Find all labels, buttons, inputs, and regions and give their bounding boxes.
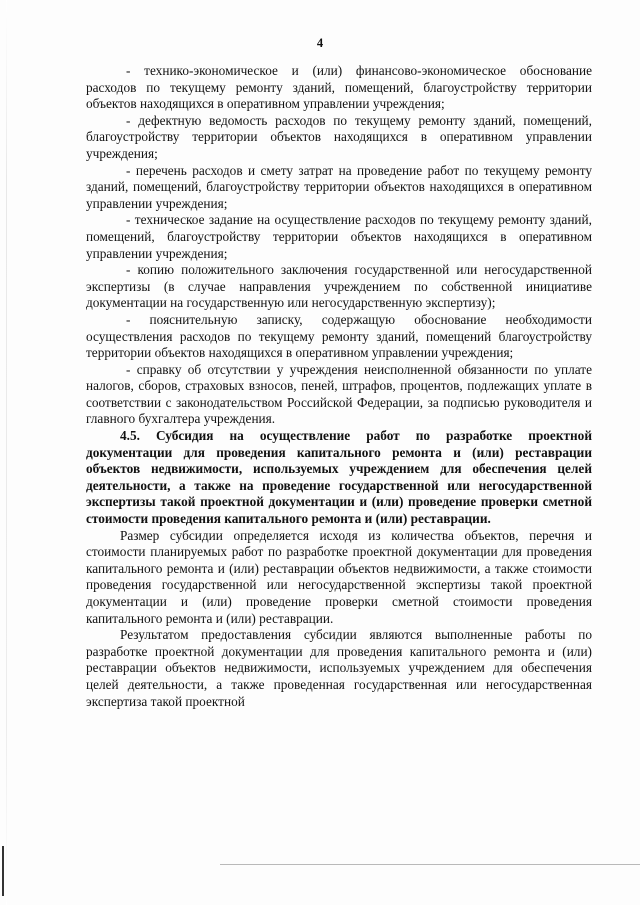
list-item-tax-certificate: - справку об отсутствии у учреждения неисполненной обязанности по уплате налогов, сборов, страховых взносов, пеней, штрафов, процентов, подлежащих уплате в соответствии с законодательством Российской Федерации, за подписью руководителя и главного бухгалтера учреждения. [86,361,592,427]
paragraph-subsidy-result: Результатом предоставления субсидии являются выполненные работы по разработке проектной документации для проведения капитального ремонта и (или) реставрации объектов недвижимости, используемых учреждением для обеспечения целей деятельности, а также проведенная государственная или негосударственная экспертиза такой проектной [86,627,592,709]
list-item-defect-statement: - дефектную ведомость расходов по текущему ремонту зданий, помещений, благоустройству территории объектов находящихся в оперативном управлении учреждения; [86,112,592,161]
document-body [86,63,592,710]
scan-mark [2,846,4,896]
list-item-feasibility-study: - технико-экономическое и (или) финансово-экономическое обоснование расходов по текущему ремонту зданий, помещений, благоустройству территории объектов находящихся в оперативном управлении учреждения; [86,63,592,112]
list-item-explanatory-note: - пояснительную записку, содержащую обоснование необходимости осуществления расходов по текущему ремонту зданий, помещений благоустройству территории объектов находящихся в оперативном управлении учреждения; [86,311,592,361]
list-item-cost-estimate: - перечень расходов и смету затрат на проведение работ по текущему ремонту зданий, помещений, благоустройству территории объектов находящихся в оперативном управлении учреждения; [86,162,592,211]
scan-bottom-rule [220,864,640,865]
scan-edge [6,0,7,905]
section-heading-4-5: 4.5. Субсидия на осуществление работ по разработке проектной документации для проведения капитального ремонта и (или) реставрации объектов недвижимости, используемых учреждением для обеспечения целей деятельности, а также на проведение государственной или негосударственной экспертизы такой проектной документации и (или) проведение проверки сметной стоимости проведения капитального ремонта и (или) реставрации. [86,428,592,527]
list-item-expertise-conclusion: - копию положительного заключения государственной или негосударственной экспертизы (в случае направления учреждением по собственной инициативе документации на государственную или негосударственную экспертизу); [86,262,592,311]
page-number: 4 [316,36,324,50]
paragraph-subsidy-amount: Размер субсидии определяется исходя из количества объектов, перечня и стоимости планируемых работ по разработке проектной документации для проведения капитального ремонта и (или) реставрации объектов недвижимости, а также стоимости проведения государственной или негосударственной экспертизы такой проектной документации и (или) проведение проверки сметной стоимости проведения капитального ремонта и (или) реставрации. [86,527,592,626]
list-item-technical-assignment: - техническое задание на осуществление расходов по текущему ремонту зданий, помещений, благоустройству территории объектов находящихся в оперативном управлении учреждения; [86,212,592,261]
